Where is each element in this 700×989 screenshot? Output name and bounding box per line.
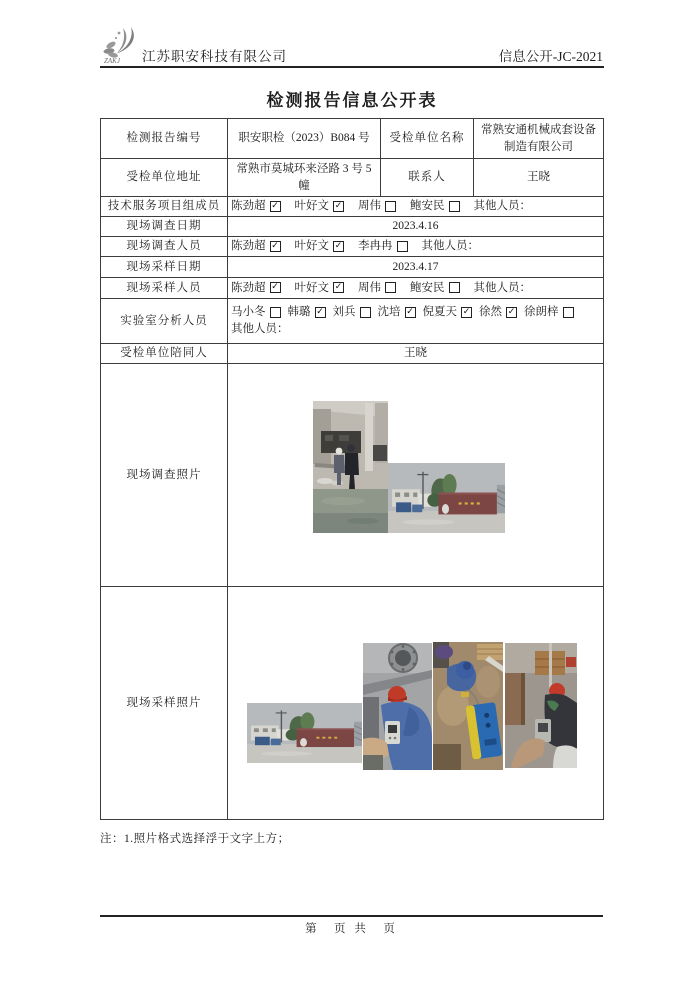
tech-team-label: 技术服务项目组成员 bbox=[101, 197, 228, 217]
member-name: 陈劲超 bbox=[231, 281, 266, 294]
table-row bbox=[101, 278, 604, 299]
table-row bbox=[101, 344, 604, 364]
other-personnel-label: 其他人员： bbox=[231, 323, 289, 335]
report-no-value: 职安职检（2023）B084 号 bbox=[228, 119, 381, 159]
table-row bbox=[101, 237, 604, 257]
team-member bbox=[410, 280, 460, 297]
footnote: 注：1.照片格式选择浮于文字上方； bbox=[100, 833, 290, 845]
survey-photo-factory-interior bbox=[313, 401, 388, 533]
table-row bbox=[101, 299, 604, 344]
survey-photos-cell bbox=[228, 364, 604, 587]
other-personnel-label: 其他人员： bbox=[473, 281, 531, 294]
member-name: 鲍安民 bbox=[410, 281, 445, 294]
survey-team-label: 现场调查人员 bbox=[101, 237, 228, 257]
member-name: 李冉冉 bbox=[358, 240, 393, 253]
sampling-date-value: 2023.4.17 bbox=[228, 257, 604, 278]
report-no-label: 检测报告编号 bbox=[101, 119, 228, 159]
table-row bbox=[101, 217, 604, 237]
member-name: 叶好文 bbox=[294, 281, 329, 294]
checkbox-checked[interactable]: ✓ bbox=[334, 282, 343, 293]
team-member bbox=[358, 198, 396, 215]
member-name: 叶好文 bbox=[294, 200, 329, 213]
checkbox-unchecked[interactable] bbox=[563, 307, 574, 318]
contact-label: 联系人 bbox=[381, 159, 474, 197]
tech-team-members bbox=[228, 197, 604, 217]
team-member bbox=[358, 280, 396, 297]
table-row bbox=[101, 197, 604, 217]
company-logo-icon bbox=[101, 27, 145, 65]
team-member bbox=[358, 238, 408, 255]
checkbox-checked[interactable]: ✓ bbox=[334, 240, 343, 251]
member-name: 鲍安民 bbox=[410, 200, 445, 213]
survey-photo-factory-entrance bbox=[388, 463, 505, 533]
member-name: 周伟 bbox=[358, 200, 381, 213]
team-member bbox=[288, 304, 326, 321]
team-member bbox=[524, 304, 574, 321]
footer-divider bbox=[100, 915, 603, 917]
checkbox-checked[interactable]: ✓ bbox=[462, 307, 471, 318]
table-row bbox=[101, 364, 604, 587]
other-personnel-label: 其他人员： bbox=[473, 200, 531, 213]
checkbox-unchecked[interactable] bbox=[385, 201, 396, 212]
survey-photos-label: 现场调查照片 bbox=[101, 364, 228, 587]
header-divider bbox=[100, 66, 604, 68]
checkbox-checked[interactable]: ✓ bbox=[271, 240, 279, 251]
member-name: 刘兵 bbox=[332, 306, 356, 319]
team-member bbox=[295, 280, 345, 297]
unit-addr-label: 受检单位地址 bbox=[101, 159, 228, 197]
table-row bbox=[101, 257, 604, 278]
member-name: 马小冬 bbox=[231, 306, 266, 319]
checkbox-checked[interactable]: ✓ bbox=[406, 307, 414, 318]
team-member bbox=[231, 304, 281, 321]
member-name: 韩璐 bbox=[287, 306, 311, 319]
member-name: 徐然 bbox=[479, 306, 502, 319]
team-member bbox=[333, 304, 371, 321]
member-name: 沈培 bbox=[377, 306, 401, 319]
team-member bbox=[295, 198, 345, 215]
checkbox-unchecked[interactable] bbox=[360, 307, 371, 318]
checkbox-checked[interactable]: ✓ bbox=[316, 307, 324, 318]
sampling-photo-gas-detector bbox=[363, 643, 432, 770]
member-name: 周伟 bbox=[358, 281, 381, 294]
member-name: 倪夏天 bbox=[422, 306, 457, 319]
member-name: 陈劲超 bbox=[231, 200, 266, 213]
lab-team-label: 实验室分析人员 bbox=[101, 299, 228, 344]
unit-addr-value: 常熟市莫城环来泾路 3 号 5 幢 bbox=[228, 159, 381, 197]
member-name: 叶好文 bbox=[294, 240, 329, 253]
checkbox-unchecked[interactable] bbox=[449, 282, 460, 293]
survey-date-value: 2023.4.16 bbox=[228, 217, 604, 237]
checkbox-checked[interactable]: ✓ bbox=[271, 200, 279, 211]
checkbox-checked[interactable]: ✓ bbox=[271, 282, 279, 293]
sampling-photos-cell bbox=[228, 587, 604, 820]
team-member bbox=[410, 198, 460, 215]
escort-label: 受检单位陪同人 bbox=[101, 344, 228, 364]
lab-team-members bbox=[228, 299, 604, 344]
table-row bbox=[101, 587, 604, 820]
table-row bbox=[101, 159, 604, 197]
unit-name-label: 受检单位名称 bbox=[381, 119, 474, 159]
unit-name-value: 常熟安通机械成套设备制造有限公司 bbox=[474, 119, 604, 159]
team-member bbox=[231, 198, 281, 215]
checkbox-checked[interactable]: ✓ bbox=[334, 200, 343, 211]
logo-text: ZAKJ bbox=[104, 57, 120, 65]
sampling-photos-label: 现场采样照片 bbox=[101, 587, 228, 820]
team-member bbox=[295, 238, 345, 255]
other-personnel-label: 其他人员： bbox=[421, 240, 479, 253]
company-name: 江苏职安科技有限公司 bbox=[142, 49, 287, 64]
sampling-photo-blue-sampler bbox=[433, 642, 503, 770]
doc-code: 信息公开-JC-2021 bbox=[498, 49, 603, 64]
sampling-photo-factory-entrance bbox=[247, 703, 362, 763]
escort-value: 王晓 bbox=[228, 344, 604, 364]
sampling-team-members bbox=[228, 278, 604, 299]
checkbox-unchecked[interactable] bbox=[385, 282, 396, 293]
survey-team-members bbox=[228, 237, 604, 257]
sampling-photo-handheld-sampler bbox=[505, 643, 577, 768]
sampling-team-label: 现场采样人员 bbox=[101, 278, 228, 299]
member-name: 陈劲超 bbox=[231, 240, 266, 253]
survey-date-label: 现场调查日期 bbox=[101, 217, 228, 237]
page-title: 检测报告信息公开表 bbox=[266, 91, 438, 110]
checkbox-unchecked[interactable] bbox=[270, 307, 281, 318]
checkbox-unchecked[interactable] bbox=[397, 241, 408, 252]
team-member bbox=[423, 304, 473, 321]
team-member bbox=[231, 280, 281, 297]
checkbox-unchecked[interactable] bbox=[449, 201, 460, 212]
contact-value: 王晓 bbox=[474, 159, 604, 197]
team-member bbox=[231, 238, 281, 255]
team-member bbox=[479, 304, 517, 321]
checkbox-checked[interactable]: ✓ bbox=[507, 307, 516, 318]
sampling-date-label: 现场采样日期 bbox=[101, 257, 228, 278]
page-number-text: 第 页 共 页 bbox=[305, 923, 398, 935]
member-name: 徐朗梓 bbox=[524, 306, 559, 319]
team-member bbox=[378, 304, 416, 321]
disclosure-table bbox=[100, 118, 604, 820]
table-row bbox=[101, 119, 604, 159]
